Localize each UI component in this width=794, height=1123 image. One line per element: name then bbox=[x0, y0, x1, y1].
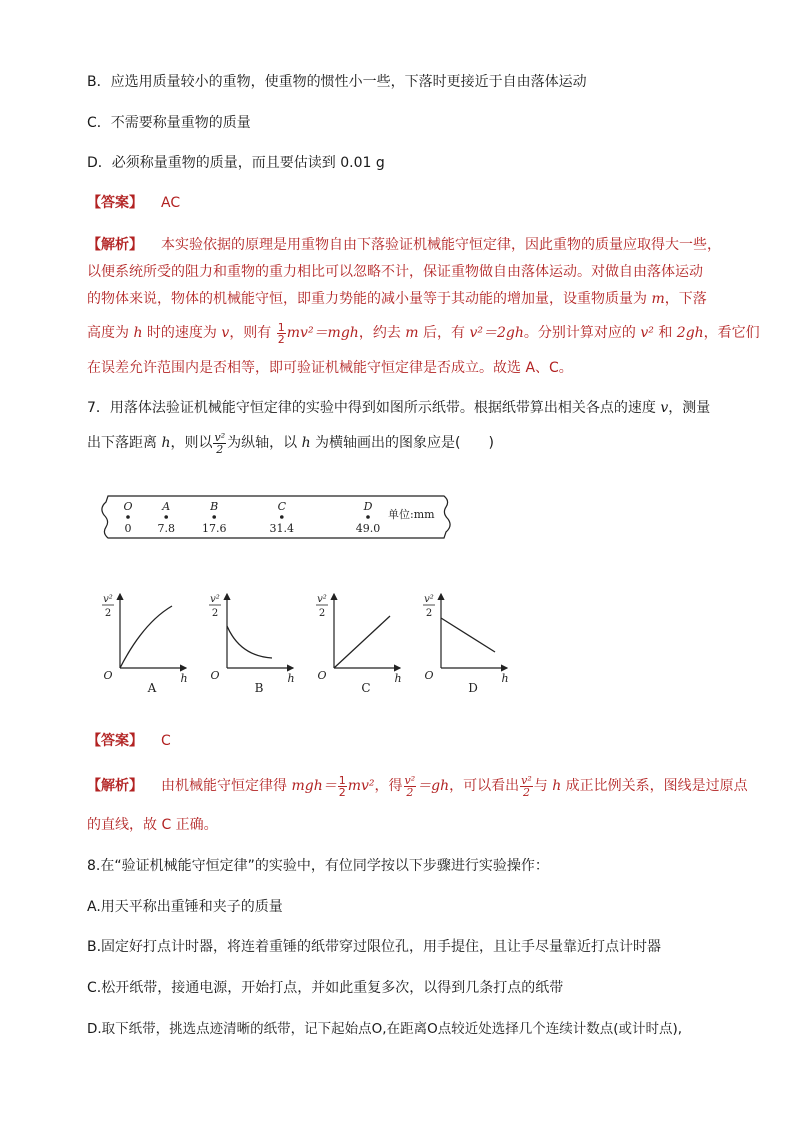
x-label: h bbox=[394, 672, 402, 685]
option-d: D．必须称量重物的质量，而且要估读到 0.01 g bbox=[87, 155, 385, 171]
tape-point-value: 0 bbox=[124, 522, 132, 535]
origin-label: O bbox=[103, 669, 113, 682]
x-label: h bbox=[501, 672, 509, 685]
y-label-den: 2 bbox=[425, 608, 433, 619]
equation: v²＝2gh bbox=[469, 325, 524, 341]
frac-den: 2 bbox=[277, 332, 285, 346]
text: 由机械能守恒定律得 bbox=[161, 778, 292, 794]
tape-dot bbox=[366, 515, 370, 519]
tape-point-value: 49.0 bbox=[355, 522, 381, 535]
option-label: B bbox=[254, 681, 264, 695]
y-label-num: v² bbox=[103, 594, 113, 605]
analysis-text: 本实验依据的原理是用重物自由下落验证机械能守恒定律，因此重物的质量应取得大一些， bbox=[161, 237, 721, 253]
option-b: B．应选用质量较小的重物，使重物的惯性小一些，下落时更接近于自由落体运动 bbox=[87, 74, 587, 90]
text: 为横轴画出的图象应是( ) bbox=[310, 435, 494, 451]
fraction-half bbox=[338, 775, 347, 798]
equation: mv² bbox=[347, 778, 375, 794]
q8-step-b: B.固定好打点计时器，将连着重锤的纸带穿过限位孔，用手提住，且让手尽量靠近打点计时器 bbox=[87, 939, 662, 955]
tape-point-label: C bbox=[277, 500, 287, 513]
frac-num: 1 bbox=[338, 773, 346, 787]
tape-dot bbox=[212, 515, 216, 519]
tape-point-label: D bbox=[363, 500, 373, 513]
q8-stem: 8.在“验证机械能守恒定律”的实验中，有位同学按以下步骤进行实验操作： bbox=[87, 858, 549, 874]
q6-analysis-line-3 bbox=[87, 289, 707, 309]
q8-step-d: D.取下纸带，挑选点迹清晰的纸带，记下起始点O,在距离O点较近处选择几个连续计数点(或计时点), bbox=[87, 1021, 683, 1037]
tape-point-value: 7.8 bbox=[157, 522, 175, 535]
frac-den: 2 bbox=[522, 785, 530, 799]
text: 与 bbox=[533, 778, 553, 794]
frac-num: v² bbox=[521, 773, 532, 787]
text: 7．用落体法验证机械能守恒定律的实验中得到如图所示纸带。根据纸带算出相关各点的速度 bbox=[87, 400, 661, 416]
fraction-v2-over-2 bbox=[404, 775, 417, 798]
q7-analysis-line-2: 的直线，故 C 正确。 bbox=[87, 817, 218, 833]
text: ，则以 bbox=[170, 435, 213, 451]
var-v: v bbox=[660, 400, 669, 416]
q6-analysis-line-2: 以便系统所受的阻力和重物的重力相比可以忽略不计，保证重物做自由落体运动。对做自由落体运动 bbox=[87, 264, 703, 280]
fraction-half bbox=[277, 322, 286, 345]
text: 为纵轴，以 bbox=[227, 435, 302, 451]
text: 。分别计算对应的 bbox=[523, 325, 641, 341]
tape-point-value: 17.6 bbox=[201, 522, 227, 535]
text: 的物体来说，物体的机械能守恒，即重力势能的减小量等于其动能的增加量，设重物质量为 bbox=[87, 291, 652, 307]
text: ，则有 bbox=[229, 325, 276, 341]
graph-A bbox=[102, 594, 188, 695]
tape-dot bbox=[164, 515, 168, 519]
text: 时的速度为 bbox=[142, 325, 222, 341]
var-h: h bbox=[301, 435, 311, 451]
graph-D bbox=[423, 594, 509, 695]
tape-dot bbox=[280, 515, 284, 519]
graph-C bbox=[316, 594, 402, 695]
y-label-den: 2 bbox=[211, 608, 219, 619]
x-label: h bbox=[180, 672, 188, 685]
frac-den: 2 bbox=[406, 785, 414, 799]
text: ，下落 bbox=[664, 291, 707, 307]
graph-curve bbox=[120, 606, 172, 668]
text: ，约去 bbox=[358, 325, 406, 341]
answer-value: C bbox=[161, 733, 171, 749]
y-label-num: v² bbox=[210, 594, 220, 605]
q7-analysis-line-1 bbox=[87, 768, 748, 804]
q6-analysis-line-5: 在误差允许范围内是否相等，即可验证机械能守恒定律是否成立。故选 A、C。 bbox=[87, 360, 573, 376]
paper-tape-figure bbox=[98, 492, 454, 542]
option-label: A bbox=[147, 681, 157, 695]
origin-label: O bbox=[317, 669, 327, 682]
text: 后，有 bbox=[418, 325, 470, 341]
analysis-tag: 【解析】 bbox=[87, 237, 143, 253]
tape-point-label: A bbox=[162, 500, 171, 513]
answer-tag: 【答案】 bbox=[87, 195, 143, 211]
text: ，可以看出 bbox=[449, 778, 520, 794]
frac-den: 2 bbox=[216, 442, 224, 456]
text: 和 bbox=[653, 325, 677, 341]
tape-point-label: O bbox=[123, 500, 133, 513]
answer-value: AC bbox=[161, 195, 181, 211]
equation: mv²＝mgh bbox=[286, 325, 359, 341]
graph-B bbox=[209, 594, 295, 695]
text: 成正比例关系，图线是过原点 bbox=[561, 778, 748, 794]
tape-point-value: 31.4 bbox=[269, 522, 295, 535]
graph-curve bbox=[334, 616, 390, 668]
y-label-num: v² bbox=[424, 594, 434, 605]
text: ，得 bbox=[374, 778, 403, 794]
fraction-v2-over-2 bbox=[213, 432, 226, 455]
q7-stem-line-2 bbox=[87, 426, 494, 460]
q6-answer bbox=[87, 193, 180, 213]
frac-num: 1 bbox=[277, 320, 285, 334]
tape-dot bbox=[126, 515, 130, 519]
frac-den: 2 bbox=[338, 785, 346, 799]
equation: ＝gh bbox=[417, 778, 450, 794]
origin-label: O bbox=[424, 669, 434, 682]
frac-num: v² bbox=[404, 773, 416, 787]
var-m: m bbox=[405, 325, 419, 341]
tape-unit: 单位:mm bbox=[388, 508, 435, 521]
analysis-tag: 【解析】 bbox=[87, 778, 143, 794]
q6-analysis-line-1 bbox=[87, 235, 721, 255]
answer-graphs bbox=[98, 588, 518, 698]
option-label: C bbox=[361, 681, 371, 695]
var-h: h bbox=[133, 325, 143, 341]
tape-point-label: B bbox=[210, 500, 219, 513]
equation: mgh＝ bbox=[291, 778, 337, 794]
graph-curve bbox=[227, 626, 272, 658]
q6-analysis-line-4 bbox=[87, 318, 760, 348]
origin-label: O bbox=[210, 669, 220, 682]
frac-num: v² bbox=[214, 430, 226, 444]
q7-stem-line-1 bbox=[87, 398, 710, 418]
answer-tag: 【答案】 bbox=[87, 733, 143, 749]
q8-step-c: C.松开纸带，接通电源，开始打点，并如此重复多次，以得到几条打点的纸带 bbox=[87, 980, 564, 996]
y-label-den: 2 bbox=[104, 608, 112, 619]
var-v2: v² bbox=[640, 325, 654, 341]
option-label: D bbox=[468, 681, 478, 695]
q7-answer bbox=[87, 731, 171, 751]
option-c: C．不需要称量重物的质量 bbox=[87, 115, 251, 131]
text: ，看它们 bbox=[703, 325, 760, 341]
y-label-num: v² bbox=[317, 594, 327, 605]
graph-curve bbox=[441, 618, 495, 652]
var-v: v bbox=[221, 325, 230, 341]
var-2gh: 2gh bbox=[676, 325, 704, 341]
text: ，测量 bbox=[668, 400, 711, 416]
y-label-den: 2 bbox=[318, 608, 326, 619]
fraction-v2-over-2 bbox=[520, 775, 533, 798]
text: 出下落距离 bbox=[87, 435, 162, 451]
text: 高度为 bbox=[87, 325, 134, 341]
var-h: h bbox=[161, 435, 171, 451]
x-label: h bbox=[287, 672, 295, 685]
var-m: m bbox=[651, 291, 665, 307]
q8-step-a: A.用天平称出重锤和夹子的质量 bbox=[87, 899, 283, 915]
var-h: h bbox=[552, 778, 562, 794]
